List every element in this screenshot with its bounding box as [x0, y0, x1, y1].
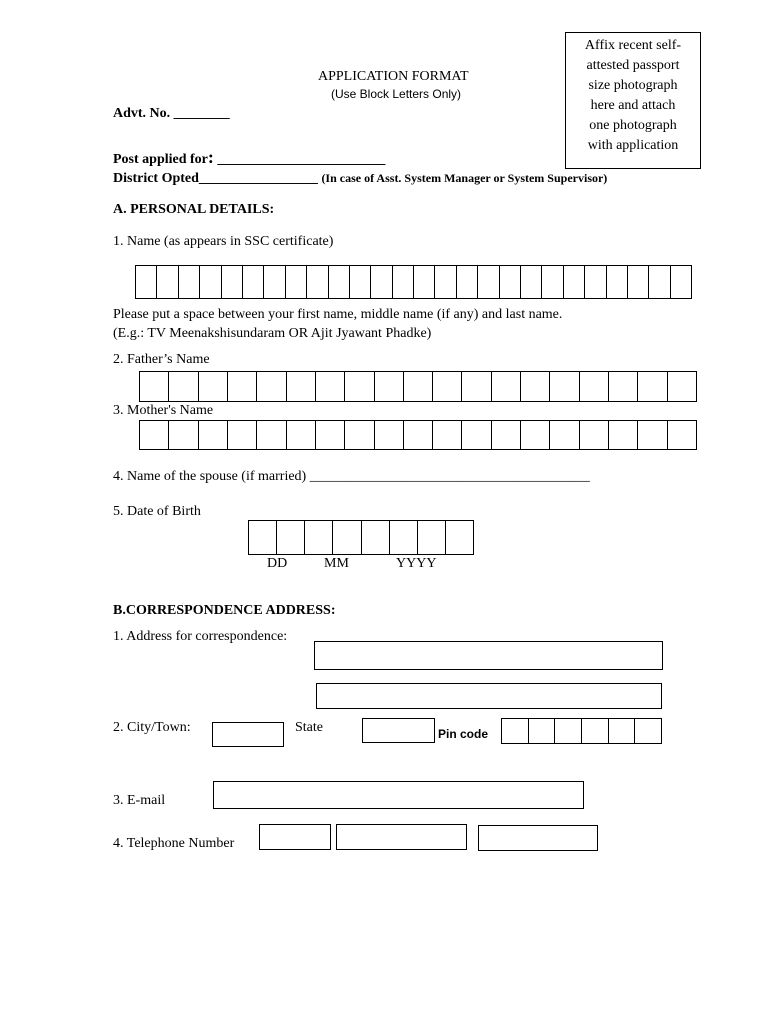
- char-box[interactable]: [228, 421, 257, 449]
- char-box[interactable]: [140, 372, 169, 401]
- pin-code-input-grid[interactable]: [501, 718, 662, 744]
- mother-name-input-grid[interactable]: [139, 420, 697, 450]
- char-box[interactable]: [375, 421, 404, 449]
- char-box[interactable]: [199, 421, 228, 449]
- char-box[interactable]: [609, 421, 638, 449]
- char-box[interactable]: [404, 421, 433, 449]
- address-line-1-input[interactable]: [314, 641, 663, 670]
- char-box[interactable]: [435, 266, 456, 298]
- char-box[interactable]: [307, 266, 328, 298]
- char-box[interactable]: [555, 719, 582, 743]
- char-box[interactable]: [502, 719, 529, 743]
- char-box[interactable]: [668, 421, 696, 449]
- char-box[interactable]: [350, 266, 371, 298]
- char-box[interactable]: [286, 266, 307, 298]
- char-box[interactable]: [316, 372, 345, 401]
- char-box[interactable]: [316, 421, 345, 449]
- telephone-number-input[interactable]: [336, 824, 467, 850]
- email-input[interactable]: [213, 781, 584, 809]
- char-box[interactable]: [287, 421, 316, 449]
- char-box[interactable]: [169, 372, 198, 401]
- char-box[interactable]: [264, 266, 285, 298]
- photo-instruction-line: size photograph: [588, 78, 678, 93]
- district-opted-label: District Opted_________________: [113, 171, 318, 186]
- char-box[interactable]: [628, 266, 649, 298]
- char-box[interactable]: [433, 372, 462, 401]
- char-box[interactable]: [200, 266, 221, 298]
- char-box[interactable]: [671, 266, 691, 298]
- char-box[interactable]: [329, 266, 350, 298]
- char-box[interactable]: [418, 521, 446, 554]
- char-box[interactable]: [638, 421, 667, 449]
- char-box[interactable]: [345, 421, 374, 449]
- char-box[interactable]: [375, 372, 404, 401]
- char-box[interactable]: [179, 266, 200, 298]
- photo-instruction-line: with application: [587, 138, 679, 153]
- char-box[interactable]: [433, 421, 462, 449]
- char-box[interactable]: [609, 719, 636, 743]
- char-box[interactable]: [305, 521, 333, 554]
- dob-label: 5. Date of Birth: [113, 504, 201, 519]
- photo-instruction-line: Affix recent self-: [584, 38, 682, 53]
- photo-instruction-line: attested passport: [586, 58, 680, 73]
- telephone-label: 4. Telephone Number: [113, 836, 235, 851]
- char-box[interactable]: [333, 521, 361, 554]
- post-applied-field[interactable]: [113, 149, 385, 168]
- name-input-grid[interactable]: [135, 265, 692, 299]
- district-opted-note: (In case of Asst. System Manager or System Supervisor): [321, 171, 608, 185]
- char-box[interactable]: [257, 372, 286, 401]
- char-box[interactable]: [521, 266, 542, 298]
- char-box[interactable]: [362, 521, 390, 554]
- form-subtitle: (Use Block Letters Only): [331, 87, 462, 101]
- char-box[interactable]: [136, 266, 157, 298]
- char-box[interactable]: [222, 266, 243, 298]
- dob-mm-label: MM: [324, 556, 349, 571]
- char-box[interactable]: [446, 521, 473, 554]
- char-box[interactable]: [462, 421, 491, 449]
- char-box[interactable]: [492, 421, 521, 449]
- pin-code-label: Pin code: [438, 727, 489, 741]
- name-label: 1. Name (as appears in SSC certificate): [113, 234, 334, 249]
- char-box[interactable]: [140, 421, 169, 449]
- name-example: (E.g.: TV Meenakshisundaram OR Ajit Jyawant Phadke): [113, 326, 432, 341]
- char-box[interactable]: [478, 266, 499, 298]
- char-box[interactable]: [345, 372, 374, 401]
- char-box[interactable]: [585, 266, 606, 298]
- char-box[interactable]: [521, 421, 550, 449]
- char-box[interactable]: [564, 266, 585, 298]
- char-box[interactable]: [550, 421, 579, 449]
- char-box[interactable]: [542, 266, 563, 298]
- spouse-name-field[interactable]: 4. Name of the spouse (if married) ________________________________________: [113, 469, 590, 484]
- char-box[interactable]: [257, 421, 286, 449]
- char-box[interactable]: [404, 372, 433, 401]
- photo-instruction-line: one photograph: [589, 118, 677, 133]
- personal-details-heading: A. PERSONAL DETAILS:: [113, 202, 275, 217]
- telephone-alt-input[interactable]: [478, 825, 598, 851]
- char-box[interactable]: [390, 521, 418, 554]
- char-box[interactable]: [609, 372, 638, 401]
- dob-dd-label: DD: [267, 556, 288, 571]
- char-box[interactable]: [649, 266, 670, 298]
- char-box[interactable]: [371, 266, 392, 298]
- char-box[interactable]: [393, 266, 414, 298]
- correspondence-heading: B.CORRESPONDENCE ADDRESS:: [113, 603, 336, 618]
- photo-placeholder-box: [565, 32, 701, 169]
- char-box[interactable]: [277, 521, 305, 554]
- char-box[interactable]: [169, 421, 198, 449]
- char-box[interactable]: [582, 719, 609, 743]
- char-box[interactable]: [243, 266, 264, 298]
- state-input[interactable]: [362, 718, 435, 743]
- char-box[interactable]: [668, 372, 696, 401]
- char-box[interactable]: [228, 372, 257, 401]
- char-box[interactable]: [500, 266, 521, 298]
- city-label: 2. City/Town:: [113, 720, 191, 735]
- post-applied-label: Post applied for: [113, 152, 208, 167]
- char-box[interactable]: [199, 372, 228, 401]
- char-box[interactable]: [249, 521, 277, 554]
- mother-name-label: 3. Mother's Name: [113, 403, 214, 418]
- post-applied-blank: ________________________: [213, 152, 386, 167]
- state-label: State: [295, 720, 323, 735]
- name-instruction: Please put a space between your first name, middle name (if any) and last name.: [113, 307, 563, 322]
- char-box[interactable]: [462, 372, 491, 401]
- char-box[interactable]: [635, 719, 661, 743]
- char-box[interactable]: [638, 372, 667, 401]
- city-input[interactable]: [212, 722, 284, 747]
- char-box[interactable]: [157, 266, 178, 298]
- advt-number-field[interactable]: Advt. No. ________: [113, 106, 230, 121]
- char-box[interactable]: [287, 372, 316, 401]
- address-label: 1. Address for correspondence:: [113, 629, 288, 644]
- photo-instruction-line: here and attach: [590, 98, 676, 113]
- telephone-code-input[interactable]: [259, 824, 331, 850]
- dob-yyyy-label: YYYY: [396, 556, 437, 571]
- char-box[interactable]: [550, 372, 579, 401]
- char-box[interactable]: [529, 719, 556, 743]
- district-opted-field[interactable]: [113, 170, 607, 187]
- dob-input-grid[interactable]: [248, 520, 474, 555]
- post-applied-colon: :: [207, 147, 214, 167]
- char-box[interactable]: [580, 372, 609, 401]
- char-box[interactable]: [457, 266, 478, 298]
- char-box[interactable]: [492, 372, 521, 401]
- char-box[interactable]: [414, 266, 435, 298]
- address-line-2-input[interactable]: [316, 683, 662, 709]
- char-box[interactable]: [521, 372, 550, 401]
- father-name-label: 2. Father’s Name: [113, 352, 210, 367]
- char-box[interactable]: [607, 266, 628, 298]
- father-name-input-grid[interactable]: [139, 371, 697, 402]
- form-title: APPLICATION FORMAT: [318, 69, 469, 84]
- email-label: 3. E-mail: [113, 793, 166, 808]
- char-box[interactable]: [580, 421, 609, 449]
